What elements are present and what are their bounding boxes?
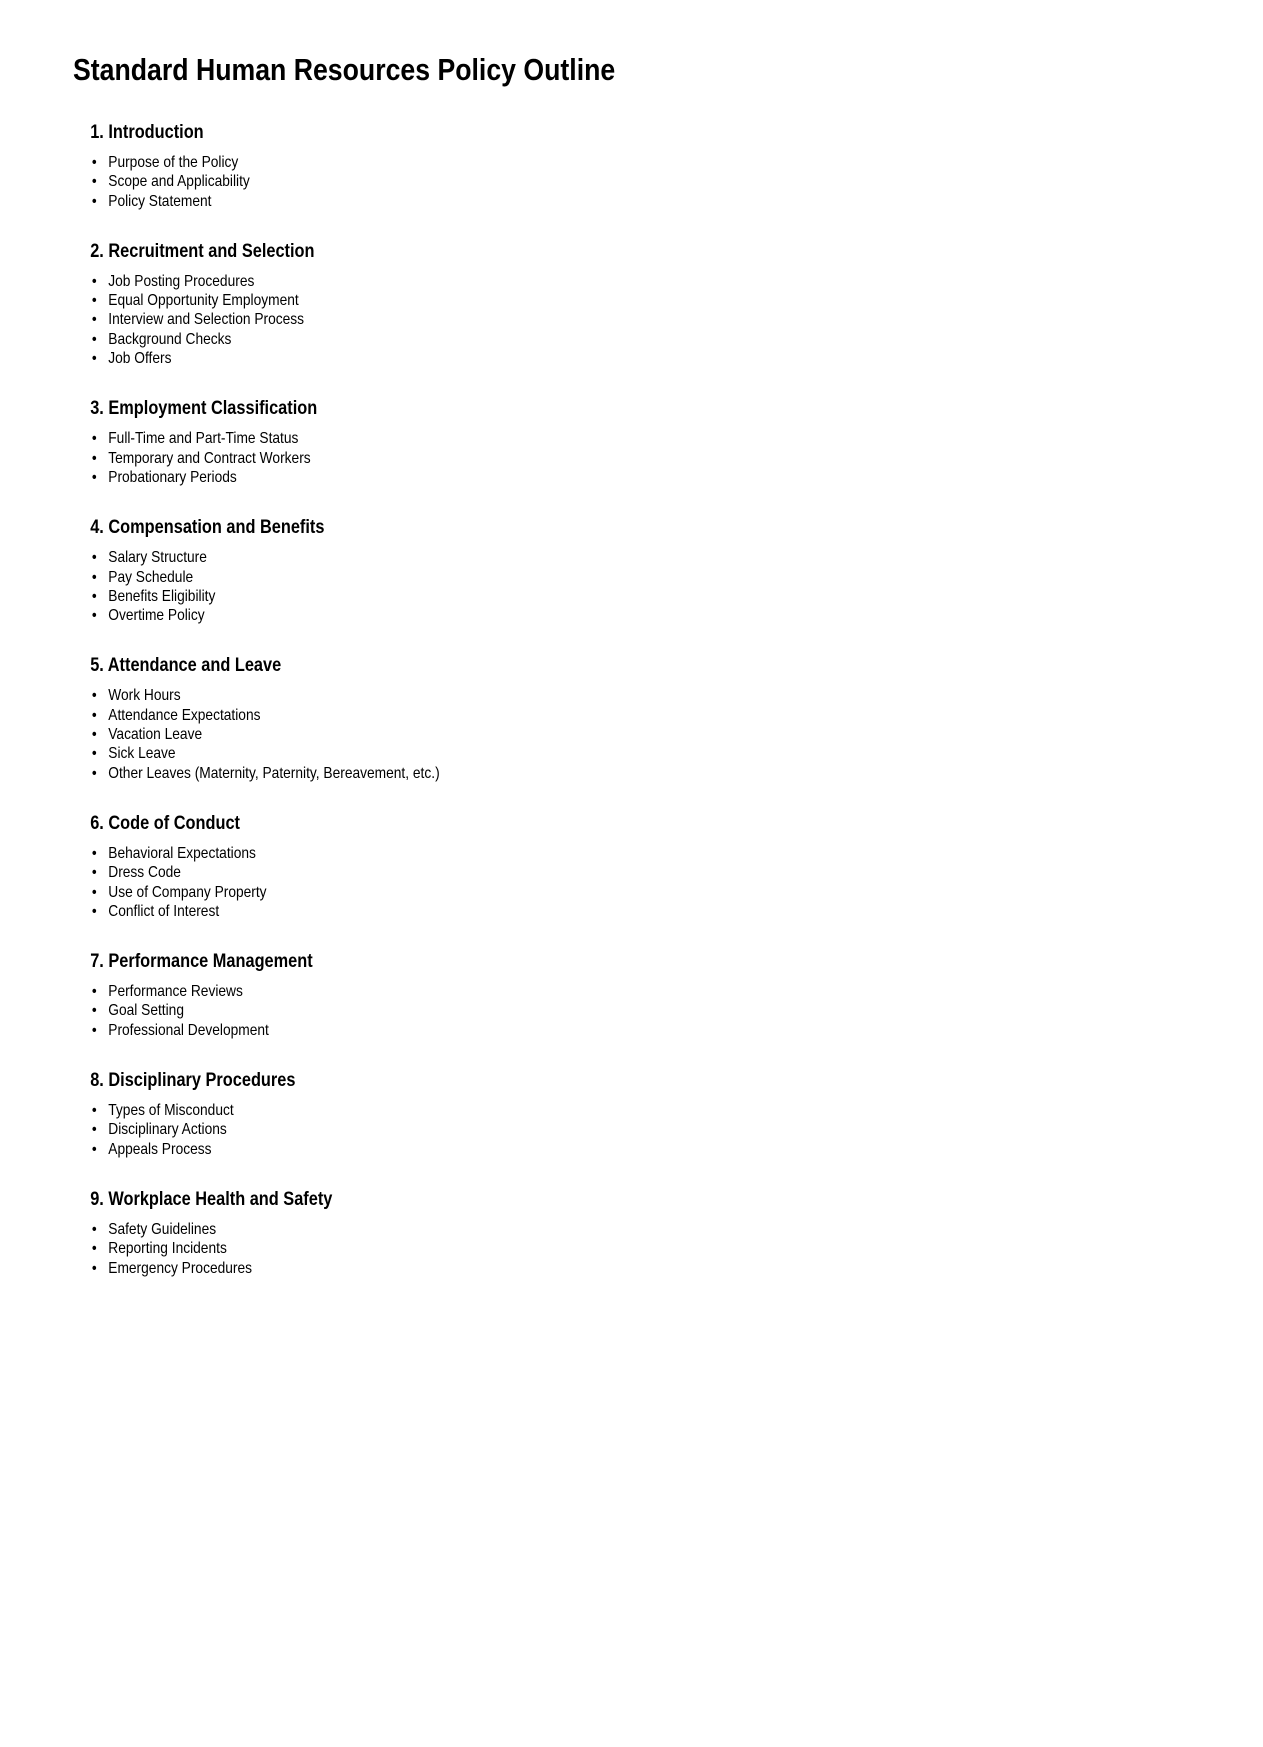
- list-item: [73, 330, 933, 349]
- bullet-icon: •: [91, 883, 97, 901]
- bullet-icon: •: [91, 1002, 97, 1020]
- bullet-icon: •: [91, 864, 97, 882]
- list-item: [73, 1120, 933, 1139]
- section-bullet-list: [73, 272, 933, 368]
- list-item: [73, 982, 933, 1001]
- section-heading: 6. Code of Conduct: [90, 812, 240, 834]
- bullet-icon: •: [91, 902, 97, 920]
- list-item-label: Conflict of Interest: [108, 902, 220, 920]
- list-item-label: Sick Leave: [108, 745, 176, 763]
- bullet-icon: •: [91, 154, 97, 171]
- bullet-icon: •: [91, 430, 97, 448]
- bullet-icon: •: [91, 1240, 97, 1258]
- bullet-icon: •: [91, 1102, 97, 1120]
- list-item-label: Pay Schedule: [108, 568, 194, 586]
- bullet-icon: •: [91, 607, 97, 625]
- section-bullet-list: [73, 153, 933, 211]
- list-item-label: Scope and Applicability: [108, 173, 250, 191]
- list-item: [73, 883, 933, 902]
- list-item: [73, 1001, 933, 1020]
- section-heading: 8. Disciplinary Procedures: [90, 1070, 296, 1092]
- list-item: [73, 1140, 933, 1159]
- bullet-icon: •: [91, 687, 97, 705]
- section-heading: 4. Compensation and Benefits: [90, 517, 325, 539]
- list-item-label: Other Leaves (Maternity, Paternity, Bereavement, etc.): [108, 764, 440, 782]
- bullet-icon: •: [91, 587, 97, 605]
- list-item-label: Probationary Periods: [108, 468, 237, 486]
- section-bullet-list: [73, 548, 933, 625]
- list-item: [73, 310, 933, 329]
- section-bullet-list: [73, 1101, 933, 1159]
- list-item: [73, 606, 933, 625]
- list-item-label: Disciplinary Actions: [108, 1121, 227, 1139]
- section-bullet-list: [73, 844, 933, 921]
- list-item-label: Policy Statement: [108, 192, 212, 210]
- sections-container: [73, 122, 933, 1278]
- list-item: [73, 429, 933, 448]
- bullet-icon: •: [91, 1121, 97, 1139]
- bullet-icon: •: [91, 468, 97, 486]
- list-item-label: Job Offers: [108, 350, 172, 368]
- bullet-icon: •: [91, 311, 97, 329]
- list-item-label: Work Hours: [108, 687, 181, 705]
- section-bullet-list: [73, 686, 933, 782]
- list-item: [73, 349, 933, 368]
- list-item-label: Types of Misconduct: [108, 1102, 234, 1120]
- policy-section: [73, 655, 933, 782]
- policy-section: [73, 517, 933, 625]
- list-item: [73, 468, 933, 487]
- list-item-label: Full-Time and Part-Time Status: [108, 430, 299, 448]
- list-item: [73, 863, 933, 882]
- bullet-icon: •: [91, 330, 97, 348]
- list-item: [73, 192, 933, 211]
- bullet-icon: •: [91, 568, 97, 586]
- list-item: [73, 449, 933, 468]
- section-bullet-list: [73, 1220, 933, 1278]
- section-heading: 1. Introduction: [90, 122, 204, 143]
- bullet-icon: •: [91, 745, 97, 763]
- list-item: [73, 272, 933, 291]
- list-item-label: Professional Development: [108, 1021, 269, 1039]
- list-item-label: Equal Opportunity Employment: [108, 292, 299, 310]
- list-item: [73, 587, 933, 606]
- list-item: [73, 1220, 933, 1239]
- list-item: [73, 291, 933, 310]
- list-item-label: Behavioral Expectations: [108, 844, 256, 862]
- list-item-label: Emergency Procedures: [108, 1259, 253, 1277]
- bullet-icon: •: [91, 844, 97, 862]
- bullet-icon: •: [91, 1259, 97, 1277]
- policy-section: [73, 1189, 933, 1278]
- list-item-label: Use of Company Property: [108, 883, 267, 901]
- list-item-label: Appeals Process: [108, 1140, 212, 1158]
- bullet-icon: •: [91, 726, 97, 744]
- section-heading: 5. Attendance and Leave: [90, 655, 282, 677]
- section-heading: 3. Employment Classification: [90, 398, 318, 420]
- bullet-icon: •: [91, 764, 97, 782]
- bullet-icon: •: [91, 350, 97, 368]
- bullet-icon: •: [91, 173, 97, 191]
- bullet-icon: •: [91, 449, 97, 467]
- list-item: [73, 1239, 933, 1258]
- section-bullet-list: [73, 429, 933, 487]
- policy-section: [73, 951, 933, 1040]
- list-item-label: Goal Setting: [108, 1002, 184, 1020]
- list-item-label: Benefits Eligibility: [108, 587, 216, 605]
- list-item: [73, 764, 933, 783]
- list-item-label: Reporting Incidents: [108, 1240, 227, 1258]
- policy-section: [73, 398, 933, 487]
- list-item: [73, 686, 933, 705]
- page-title: Standard Human Resources Policy Outline: [73, 52, 616, 87]
- list-item: [73, 744, 933, 763]
- section-heading: 2. Recruitment and Selection: [90, 240, 315, 262]
- policy-section: [73, 813, 933, 921]
- list-item: [73, 153, 933, 172]
- list-item-label: Background Checks: [108, 330, 232, 348]
- list-item: [73, 172, 933, 191]
- list-item: [73, 1259, 933, 1278]
- list-item: [73, 902, 933, 921]
- bullet-icon: •: [91, 1140, 97, 1158]
- document-body: [73, 52, 933, 1278]
- list-item-label: Attendance Expectations: [108, 706, 261, 724]
- bullet-icon: •: [91, 1021, 97, 1039]
- list-item: [73, 844, 933, 863]
- section-bullet-list: [73, 982, 933, 1040]
- section-heading: 7. Performance Management: [90, 951, 313, 973]
- list-item-label: Salary Structure: [108, 549, 207, 567]
- list-item-label: Performance Reviews: [108, 983, 243, 1001]
- bullet-icon: •: [91, 272, 97, 290]
- list-item-label: Job Posting Procedures: [108, 272, 255, 290]
- list-item: [73, 1021, 933, 1040]
- bullet-icon: •: [91, 192, 97, 210]
- bullet-icon: •: [91, 706, 97, 724]
- list-item-label: Interview and Selection Process: [108, 311, 305, 329]
- list-item-label: Vacation Leave: [108, 726, 203, 744]
- list-item: [73, 1101, 933, 1120]
- policy-section: [73, 122, 933, 211]
- list-item-label: Dress Code: [108, 864, 181, 882]
- policy-section: [73, 241, 933, 368]
- list-item: [73, 568, 933, 587]
- list-item: [73, 548, 933, 567]
- list-item-label: Purpose of the Policy: [108, 154, 239, 171]
- bullet-icon: •: [91, 1220, 97, 1238]
- list-item-label: Overtime Policy: [108, 607, 205, 625]
- section-heading: 9. Workplace Health and Safety: [90, 1188, 333, 1210]
- list-item-label: Temporary and Contract Workers: [108, 449, 311, 467]
- list-item-label: Safety Guidelines: [108, 1220, 217, 1238]
- bullet-icon: •: [91, 292, 97, 310]
- bullet-icon: •: [91, 983, 97, 1001]
- bullet-icon: •: [91, 549, 97, 567]
- list-item: [73, 706, 933, 725]
- policy-section: [73, 1070, 933, 1159]
- list-item: [73, 725, 933, 744]
